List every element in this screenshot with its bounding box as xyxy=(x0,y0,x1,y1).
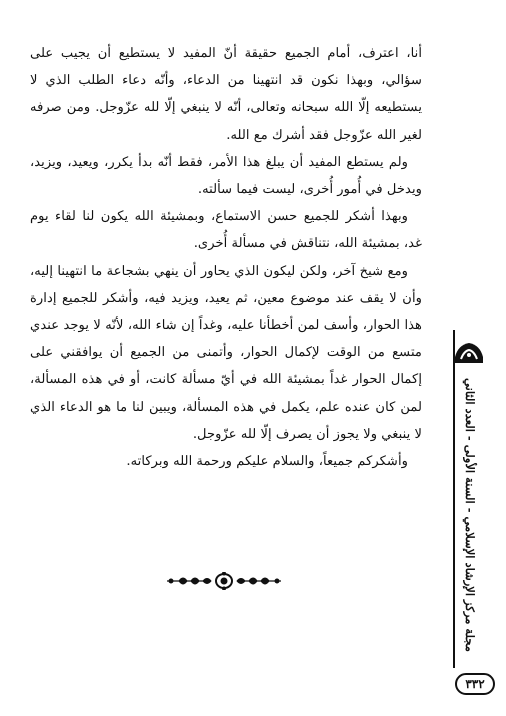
paragraph: وأشكركم جميعاً، والسلام عليكم ورحمة الله وبركاته. xyxy=(126,454,408,470)
journal-title-text: مجلة مركز الإرشاد الإسلامي - السنة الأولى - العدد الثاني xyxy=(463,378,477,652)
floral-divider-icon xyxy=(165,572,283,590)
paragraph: أنا، اعترف، أمام الجميع حقيقة أنّ المفيد لا يستطيع أن يجيب على سؤالي، وبهذا نكون قد انتهينا من الدعاء، وأنّه دعاء الطلب الذي لا يستطيعه إلّا الله سبحانه وتعالى، أنّه لا ينبغي إلّا لله عزّوجل. ومن صرفه لغير الله عزّوجل فقد أشرك مع الله. xyxy=(30,46,422,143)
page-number: ٣٣٢ xyxy=(455,673,495,695)
paragraph: ومع شيخ آخر، ولكن ليكون الذي يحاور أن ينهي بشجاعة ما انتهينا إليه، وأن لا يقف عند موضوع معين، ثم يعيد، ويزيد فيه، وأشكر للجميع إدارة هذا الحوار، وأسف لمن أخطأنا عليه، وغداً إن شاء الله، لأنّه لا يوجد عندي متسع من الوقت لإكمال الحوار، وأتمنى من الجميع أن يوافقني على إكمال الحوار غداً بمشيئة الله في أيّ مسألة كانت، أو في هذه المسألة، لمن كان عنده علم، يكمل في هذه المسألة، ويبين لنا ما هو الدعاء الذي لا ينبغي ولا يجوز أن يصرف إلّا لله عزّوجل. xyxy=(30,263,422,442)
paragraph: ولم يستطع المفيد أن يبلغ هذا الأمر، فقط أنّه بدأ يكرر، ويعيد، ويزيد، ويدخل في أُمور أُخرى، ليست فيما سألته. xyxy=(30,154,422,198)
journal-logo-icon xyxy=(452,340,486,366)
sidebar-divider xyxy=(453,330,455,668)
article-body xyxy=(30,40,422,475)
paragraph: وبهذا أشكر للجميع حسن الاستماع، وبمشيئة الله يكون لنا لقاء يوم غد، بمشيئة الله، نتناقش في مسألة أُخرى. xyxy=(30,209,422,252)
